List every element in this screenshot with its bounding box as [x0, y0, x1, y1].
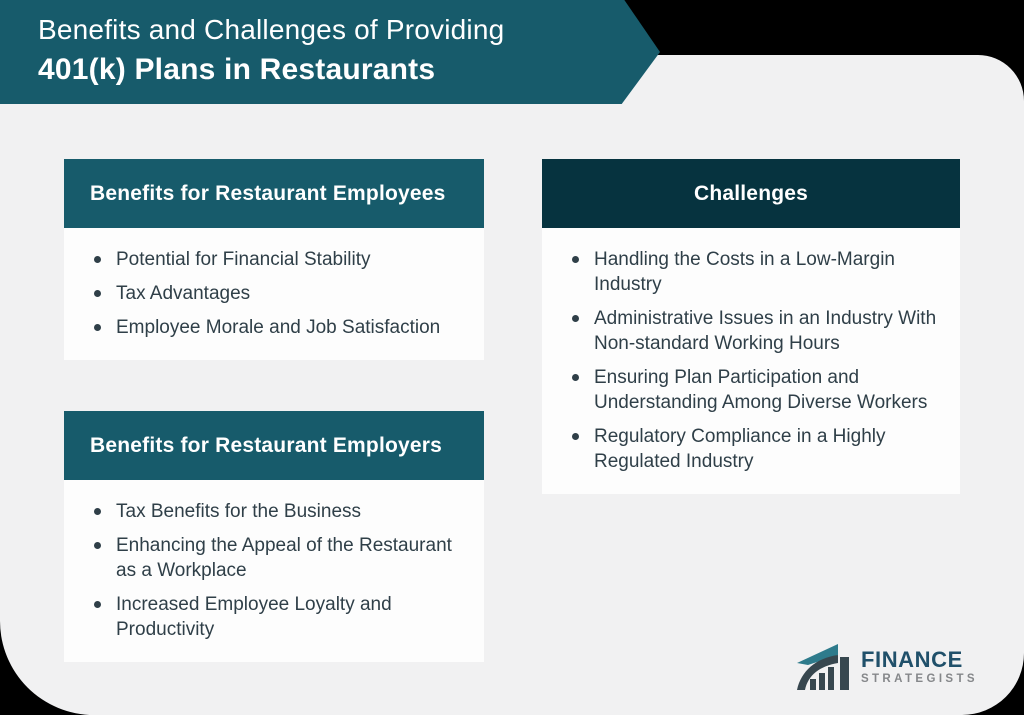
list-item: Employee Morale and Job Satisfaction	[86, 315, 466, 340]
list-item: Administrative Issues in an Industry With Non-standard Working Hours	[564, 306, 942, 356]
challenges-list	[564, 247, 942, 474]
card-challenges	[542, 159, 960, 494]
benefits-employees-list	[86, 247, 466, 340]
title-line-2: 401(k) Plans in Restaurants	[38, 53, 436, 86]
card-benefits-employees	[64, 159, 484, 360]
list-item: Tax Advantages	[86, 281, 466, 306]
card-benefits-employees-title: Benefits for Restaurant Employees	[64, 159, 484, 228]
card-benefits-employers	[64, 411, 484, 662]
list-item: Tax Benefits for the Business	[86, 499, 466, 524]
list-item: Handling the Costs in a Low-Margin Industry	[564, 247, 942, 297]
logo-strategists-text: STRATEGISTS	[860, 672, 978, 685]
logo-wordmark	[860, 646, 978, 686]
card-benefits-employers-body	[64, 480, 484, 662]
list-item: Ensuring Plan Participation and Understanding Among Diverse Workers	[564, 365, 942, 415]
card-challenges-body	[542, 228, 960, 494]
card-benefits-employers-title: Benefits for Restaurant Employers	[64, 411, 484, 480]
card-benefits-employees-body	[64, 228, 484, 360]
logo-finance-text: FINANCE	[860, 646, 963, 672]
finance-strategists-bridge-chart-icon	[796, 643, 852, 691]
benefits-employers-list	[86, 499, 466, 642]
finance-strategists-logo	[796, 643, 978, 691]
card-challenges-title: Challenges	[542, 159, 960, 228]
list-item: Increased Employee Loyalty and Productivity	[86, 592, 466, 642]
list-item: Potential for Financial Stability	[86, 247, 466, 272]
list-item: Regulatory Compliance in a Highly Regulated Industry	[564, 424, 942, 474]
title-line-1: Benefits and Challenges of Providing	[38, 14, 505, 45]
list-item: Enhancing the Appeal of the Restaurant as a Workplace	[86, 533, 466, 583]
